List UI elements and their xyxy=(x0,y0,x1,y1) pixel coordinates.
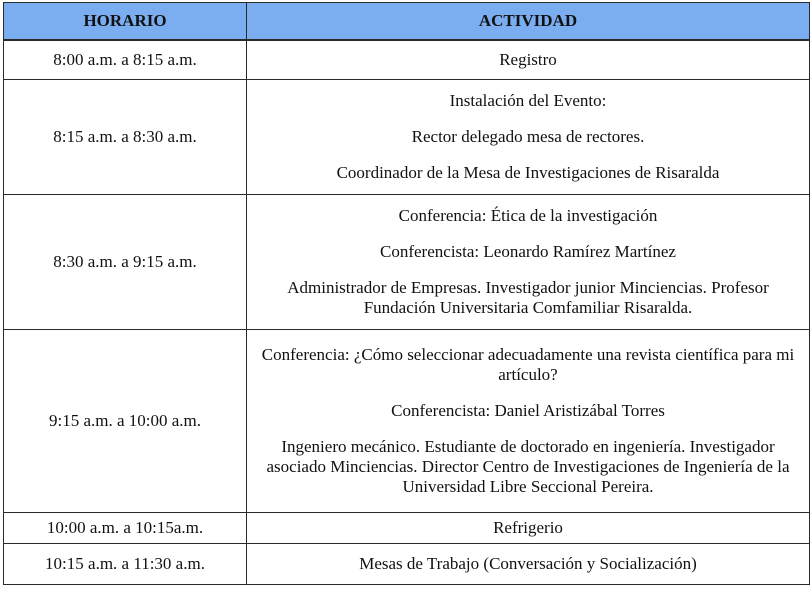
time-cell: 8:15 a.m. a 8:30 a.m. xyxy=(4,80,247,195)
time-cell: 10:15 a.m. a 11:30 a.m. xyxy=(4,544,247,585)
activity-cell xyxy=(247,195,810,330)
activity-line: Ingeniero mecánico. Estudiante de doctorado en ingeniería. Investigador asociado Minciencias. Director Centro de Investigaciones de Ingeniería de la Universidad Libre Seccional Pereira. xyxy=(266,437,790,496)
activity-line: Administrador de Empresas. Investigador junior Minciencias. Profesor Fundación Universitaria Comfamiliar Risaralda. xyxy=(287,278,769,317)
table-row xyxy=(4,330,810,513)
time-cell: 10:00 a.m. a 10:15a.m. xyxy=(4,513,247,544)
activity-line: Conferencista: Daniel Aristizábal Torres xyxy=(391,401,665,420)
activity-cell xyxy=(247,330,810,513)
schedule-table xyxy=(3,2,810,585)
table-row xyxy=(4,513,810,544)
time-cell: 8:00 a.m. a 8:15 a.m. xyxy=(4,40,247,80)
activity-line: Refrigerio xyxy=(493,518,563,537)
table-row xyxy=(4,40,810,80)
table-row xyxy=(4,80,810,195)
header-row xyxy=(4,3,810,41)
header-horario: HORARIO xyxy=(4,3,247,41)
time-cell: 9:15 a.m. a 10:00 a.m. xyxy=(4,330,247,513)
time-cell: 8:30 a.m. a 9:15 a.m. xyxy=(4,195,247,330)
activity-line: Coordinador de la Mesa de Investigaciones de Risaralda xyxy=(336,163,720,182)
activity-cell xyxy=(247,40,810,80)
activity-line: Mesas de Trabajo (Conversación y Socialización) xyxy=(359,554,697,573)
activity-line: Conferencia: ¿Cómo seleccionar adecuadamente una revista científica para mi artículo? xyxy=(261,345,795,384)
activity-line: Instalación del Evento: xyxy=(449,91,607,110)
activity-line: Rector delegado mesa de rectores. xyxy=(411,127,645,146)
activity-cell xyxy=(247,80,810,195)
activity-line: Registro xyxy=(499,50,557,69)
activity-line: Conferencista: Leonardo Ramírez Martínez xyxy=(380,242,676,261)
table-row xyxy=(4,195,810,330)
activity-cell xyxy=(247,544,810,585)
activity-line: Conferencia: Ética de la investigación xyxy=(398,206,658,225)
activity-cell xyxy=(247,513,810,544)
header-actividad: ACTIVIDAD xyxy=(247,3,810,41)
table-row xyxy=(4,544,810,585)
